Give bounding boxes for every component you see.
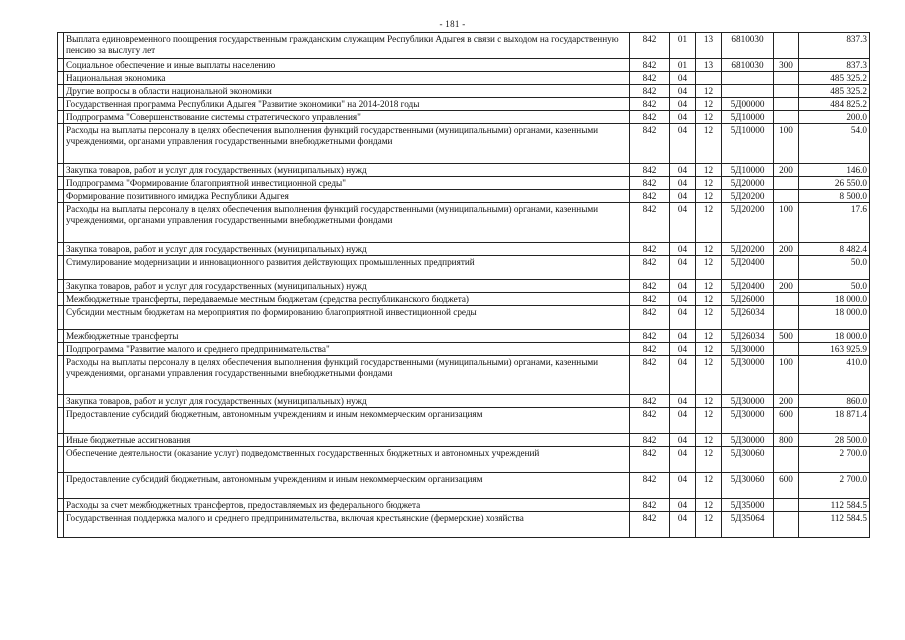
ministry-code: 842 [630, 330, 670, 343]
section-code: 04 [670, 190, 696, 203]
subsection-code: 12 [696, 85, 722, 98]
subsection-code: 12 [696, 330, 722, 343]
ministry-code: 842 [630, 33, 670, 59]
section-code: 04 [670, 256, 696, 280]
expense-type-code [774, 306, 799, 330]
ministry-code: 842 [630, 473, 670, 499]
row-name: Субсидии местным бюджетам на мероприятия по формированию благоприятной инвестиционной среды [64, 306, 630, 330]
ministry-code: 842 [630, 256, 670, 280]
amount: 837.3 [799, 59, 870, 72]
target-code: 5Д30000 [722, 434, 774, 447]
amount: 200.0 [799, 111, 870, 124]
amount: 2 700.0 [799, 447, 870, 473]
ministry-code: 842 [630, 408, 670, 434]
target-code: 5Д20000 [722, 177, 774, 190]
row-name: Обеспечение деятельности (оказание услуг) подведомственных государственных бюджетных и автономных учреждений [64, 447, 630, 473]
subsection-code: 13 [696, 33, 722, 59]
target-code: 5Д30060 [722, 473, 774, 499]
target-code: 5Д10000 [722, 111, 774, 124]
row-name: Межбюджетные трансферты, передаваемые местным бюджетам (средства республиканского бюджета) [64, 293, 630, 306]
section-code: 04 [670, 306, 696, 330]
section-code: 04 [670, 512, 696, 538]
table-row [58, 98, 870, 111]
target-code: 6810030 [722, 33, 774, 59]
ministry-code: 842 [630, 111, 670, 124]
ministry-code: 842 [630, 190, 670, 203]
row-name: Иные бюджетные ассигнования [64, 434, 630, 447]
amount: 163 925.9 [799, 343, 870, 356]
page-number: - 181 - [439, 19, 466, 29]
table-row [58, 447, 870, 473]
subsection-code: 12 [696, 447, 722, 473]
subsection-code: 12 [696, 343, 722, 356]
table-row [58, 59, 870, 72]
table-row [58, 124, 870, 164]
target-code: 5Д00000 [722, 98, 774, 111]
subsection-code: 12 [696, 499, 722, 512]
expense-type-code: 200 [774, 280, 799, 293]
section-code: 04 [670, 356, 696, 395]
amount: 18 871.4 [799, 408, 870, 434]
amount: 54.0 [799, 124, 870, 164]
amount: 26 550.0 [799, 177, 870, 190]
section-code: 04 [670, 124, 696, 164]
target-code: 5Д30000 [722, 356, 774, 395]
section-code: 04 [670, 330, 696, 343]
row-name: Закупка товаров, работ и услуг для государственных (муниципальных) нужд [64, 280, 630, 293]
target-code: 5Д30000 [722, 408, 774, 434]
expense-type-code [774, 72, 799, 85]
table-row [58, 280, 870, 293]
expense-type-code: 200 [774, 243, 799, 256]
amount: 2 700.0 [799, 473, 870, 499]
table-row [58, 434, 870, 447]
table-row [58, 408, 870, 434]
ministry-code: 842 [630, 124, 670, 164]
ministry-code: 842 [630, 434, 670, 447]
expense-type-code [774, 85, 799, 98]
subsection-code: 12 [696, 124, 722, 164]
amount: 17.6 [799, 203, 870, 243]
section-code: 04 [670, 177, 696, 190]
subsection-code: 12 [696, 356, 722, 395]
section-code: 04 [670, 473, 696, 499]
expense-type-code: 600 [774, 408, 799, 434]
section-code: 04 [670, 243, 696, 256]
target-code: 5Д10000 [722, 124, 774, 164]
row-name: Расходы на выплаты персоналу в целях обеспечения выполнения функций государственными (муниципальными) органами, казенными учреждениями, органами управления государственными внебюджетными фондами [64, 203, 630, 243]
table-row [58, 256, 870, 280]
target-code: 5Д26000 [722, 293, 774, 306]
amount: 146.0 [799, 164, 870, 177]
expense-type-code: 600 [774, 473, 799, 499]
table-row [58, 306, 870, 330]
section-code: 04 [670, 395, 696, 408]
target-code: 5Д26034 [722, 330, 774, 343]
ministry-code: 842 [630, 164, 670, 177]
row-name: Другие вопросы в области национальной экономики [64, 85, 630, 98]
subsection-code: 12 [696, 473, 722, 499]
table-row [58, 111, 870, 124]
amount: 112 584.5 [799, 512, 870, 538]
expense-type-code [774, 190, 799, 203]
ministry-code: 842 [630, 203, 670, 243]
budget-table [57, 32, 870, 538]
section-code: 04 [670, 447, 696, 473]
subsection-code: 12 [696, 190, 722, 203]
amount: 50.0 [799, 256, 870, 280]
section-code: 04 [670, 408, 696, 434]
expense-type-code: 500 [774, 330, 799, 343]
ministry-code: 842 [630, 98, 670, 111]
ministry-code: 842 [630, 59, 670, 72]
expense-type-code [774, 33, 799, 59]
ministry-code: 842 [630, 447, 670, 473]
table-row [58, 330, 870, 343]
table-row [58, 190, 870, 203]
table-row [58, 293, 870, 306]
row-name: Подпрограмма "Совершенствование системы стратегического управления" [64, 111, 630, 124]
row-name: Расходы за счет межбюджетных трансфертов, предоставляемых из федерального бюджета [64, 499, 630, 512]
row-name: Подпрограмма "Формирование благоприятной инвестиционной среды" [64, 177, 630, 190]
subsection-code: 12 [696, 111, 722, 124]
table-row [58, 343, 870, 356]
row-name: Закупка товаров, работ и услуг для государственных (муниципальных) нужд [64, 164, 630, 177]
subsection-code: 12 [696, 395, 722, 408]
ministry-code: 842 [630, 306, 670, 330]
amount: 8 482.4 [799, 243, 870, 256]
subsection-code: 12 [696, 256, 722, 280]
amount: 860.0 [799, 395, 870, 408]
subsection-code: 12 [696, 203, 722, 243]
row-name: Выплата единовременного поощрения государственным гражданским служащим Республики Адыгея в связи с выходом на государственную пенсию за выслугу лет [64, 33, 630, 59]
target-code: 5Д20400 [722, 256, 774, 280]
subsection-code: 12 [696, 434, 722, 447]
target-code [722, 72, 774, 85]
table-row [58, 85, 870, 98]
row-name: Государственная программа Республики Адыгея "Развитие экономики" на 2014-2018 годы [64, 98, 630, 111]
section-code: 04 [670, 111, 696, 124]
section-code: 04 [670, 203, 696, 243]
ministry-code: 842 [630, 395, 670, 408]
ministry-code: 842 [630, 343, 670, 356]
expense-type-code [774, 499, 799, 512]
amount: 485 325.2 [799, 72, 870, 85]
target-code: 6810030 [722, 59, 774, 72]
ministry-code: 842 [630, 177, 670, 190]
row-name: Социальное обеспечение и иные выплаты населению [64, 59, 630, 72]
target-code: 5Д26034 [722, 306, 774, 330]
subsection-code: 12 [696, 177, 722, 190]
target-code: 5Д30000 [722, 343, 774, 356]
section-code: 04 [670, 98, 696, 111]
section-code: 04 [670, 72, 696, 85]
ministry-code: 842 [630, 85, 670, 98]
section-code: 04 [670, 343, 696, 356]
expense-type-code: 100 [774, 356, 799, 395]
expense-type-code: 200 [774, 164, 799, 177]
table-row [58, 164, 870, 177]
expense-type-code: 100 [774, 124, 799, 164]
target-code [722, 85, 774, 98]
ministry-code: 842 [630, 243, 670, 256]
section-code: 04 [670, 499, 696, 512]
table-row [58, 33, 870, 59]
table-row [58, 243, 870, 256]
target-code: 5Д35000 [722, 499, 774, 512]
section-code: 04 [670, 434, 696, 447]
table-row [58, 473, 870, 499]
ministry-code: 842 [630, 280, 670, 293]
subsection-code: 12 [696, 293, 722, 306]
target-code: 5Д30060 [722, 447, 774, 473]
subsection-code: 12 [696, 243, 722, 256]
row-name: Национальная экономика [64, 72, 630, 85]
amount: 8 500.0 [799, 190, 870, 203]
subsection-code: 13 [696, 59, 722, 72]
section-code: 04 [670, 293, 696, 306]
table-row [58, 395, 870, 408]
subsection-code: 12 [696, 306, 722, 330]
amount: 485 325.2 [799, 85, 870, 98]
section-code: 04 [670, 164, 696, 177]
amount: 18 000.0 [799, 306, 870, 330]
row-name: Предоставление субсидий бюджетным, автономным учреждениям и иным некоммерческим организациям [64, 408, 630, 434]
ministry-code: 842 [630, 499, 670, 512]
target-code: 5Д20200 [722, 243, 774, 256]
row-name: Расходы на выплаты персоналу в целях обеспечения выполнения функций государственными (муниципальными) органами, казенными учреждениями, органами управления государственными внебюджетными фондами [64, 356, 630, 395]
ministry-code: 842 [630, 293, 670, 306]
ministry-code: 842 [630, 512, 670, 538]
expense-type-code [774, 256, 799, 280]
expense-type-code [774, 512, 799, 538]
target-code: 5Д20400 [722, 280, 774, 293]
amount: 410.0 [799, 356, 870, 395]
table-row [58, 356, 870, 395]
table-row [58, 499, 870, 512]
row-name: Предоставление субсидий бюджетным, автономным учреждениям и иным некоммерческим организациям [64, 473, 630, 499]
subsection-code: 12 [696, 408, 722, 434]
ministry-code: 842 [630, 72, 670, 85]
target-code: 5Д20200 [722, 203, 774, 243]
row-name: Расходы на выплаты персоналу в целях обеспечения выполнения функций государственными (муниципальными) органами, казенными учреждениями, органами управления государственными внебюджетными фондами [64, 124, 630, 164]
row-name: Межбюджетные трансферты [64, 330, 630, 343]
row-name: Государственная поддержка малого и среднего предпринимательства, включая крестьянские (фермерские) хозяйства [64, 512, 630, 538]
table-row [58, 177, 870, 190]
row-name: Подпрограмма "Развитие малого и среднего предпринимательства" [64, 343, 630, 356]
target-code: 5Д20200 [722, 190, 774, 203]
expense-type-code: 100 [774, 203, 799, 243]
subsection-code: 12 [696, 512, 722, 538]
subsection-code: 12 [696, 280, 722, 293]
expense-type-code [774, 111, 799, 124]
expense-type-code [774, 293, 799, 306]
expense-type-code: 200 [774, 395, 799, 408]
subsection-code: 12 [696, 164, 722, 177]
table-row [58, 203, 870, 243]
amount: 18 000.0 [799, 330, 870, 343]
expense-type-code: 300 [774, 59, 799, 72]
row-name: Закупка товаров, работ и услуг для государственных (муниципальных) нужд [64, 243, 630, 256]
expense-type-code: 800 [774, 434, 799, 447]
amount: 112 584.5 [799, 499, 870, 512]
amount: 28 500.0 [799, 434, 870, 447]
amount: 837.3 [799, 33, 870, 59]
row-name: Стимулирование модернизации и инновационного развития действующих промышленных предприятий [64, 256, 630, 280]
amount: 484 825.2 [799, 98, 870, 111]
table-row [58, 512, 870, 538]
row-name: Закупка товаров, работ и услуг для государственных (муниципальных) нужд [64, 395, 630, 408]
section-code: 01 [670, 33, 696, 59]
subsection-code [696, 72, 722, 85]
expense-type-code [774, 447, 799, 473]
amount: 18 000.0 [799, 293, 870, 306]
section-code: 01 [670, 59, 696, 72]
section-code: 04 [670, 280, 696, 293]
expense-type-code [774, 177, 799, 190]
target-code: 5Д10000 [722, 164, 774, 177]
expense-type-code [774, 98, 799, 111]
expense-type-code [774, 343, 799, 356]
target-code: 5Д35064 [722, 512, 774, 538]
section-code: 04 [670, 85, 696, 98]
ministry-code: 842 [630, 356, 670, 395]
subsection-code: 12 [696, 98, 722, 111]
table-row [58, 72, 870, 85]
target-code: 5Д30000 [722, 395, 774, 408]
row-name: Формирование позитивного имиджа Республики Адыгея [64, 190, 630, 203]
amount: 50.0 [799, 280, 870, 293]
